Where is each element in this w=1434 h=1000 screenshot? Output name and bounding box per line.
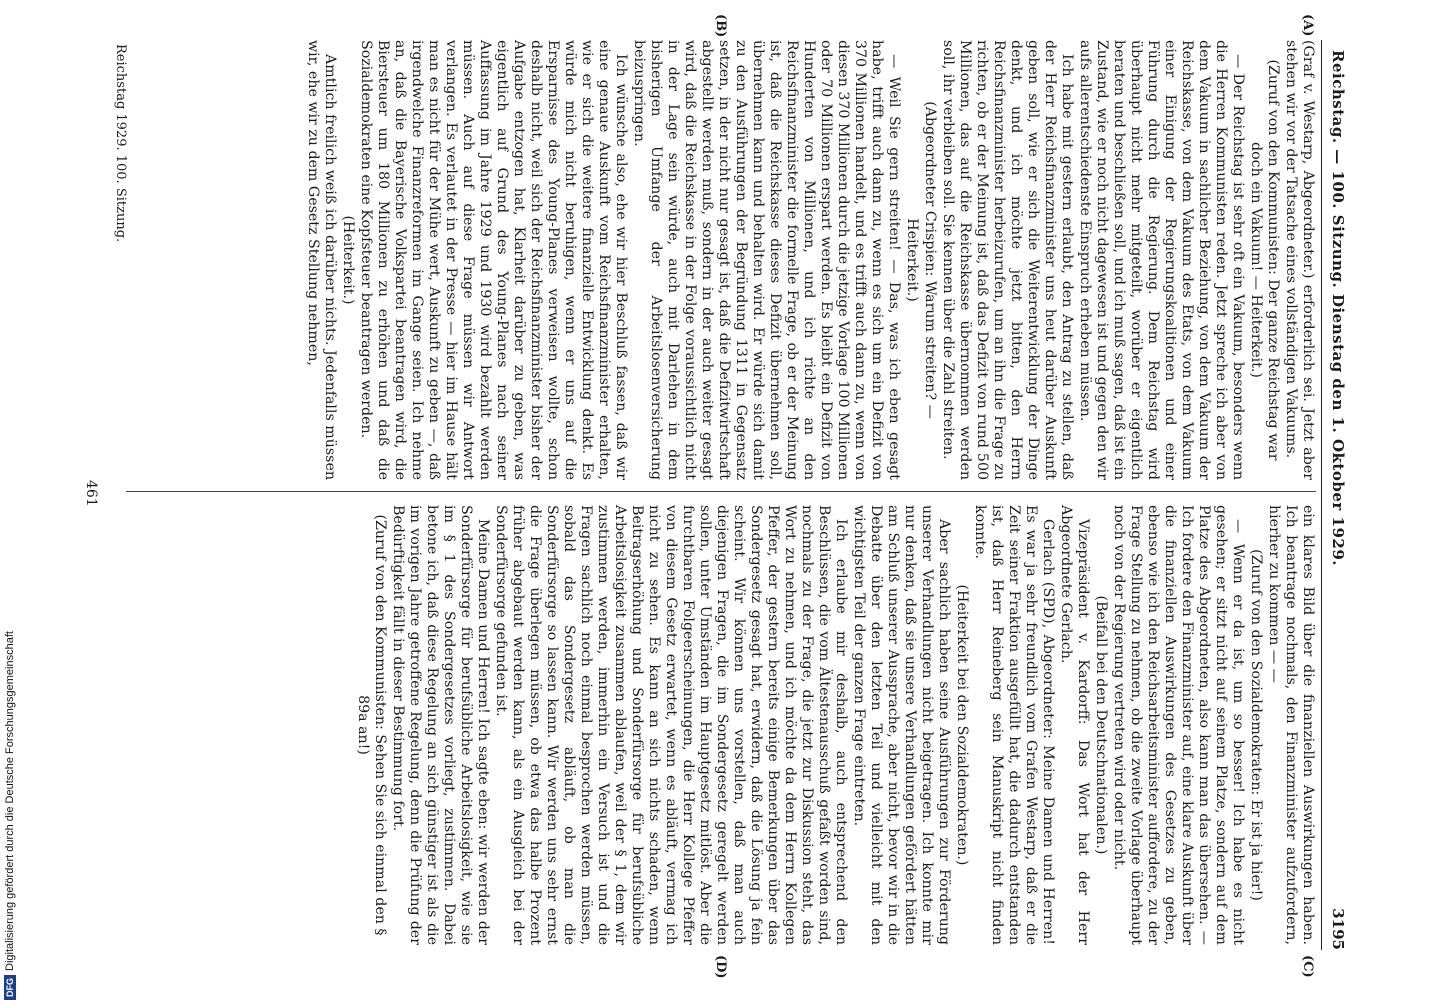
interjection: (Abgeordneter Crispien: Warum streiten? — xyxy=(922,101,938,419)
right-paragraph: Meine Damen und Herren! Ich sagte eben: wir werden der Sonderfürsorge für berufsübliche Arbeitslosigkeit, wie sie im § 1 des Sondergesetzes vorliegt, zustimmen. Dabei betone ich, daß diese Regelung an sich günstiger ist als die im vorigen Jahre getroffene Regelung, denn die Prüfung der Bedürftigkeit fällt in dieser Bestimmung fort. xyxy=(390,505,491,945)
left-column xyxy=(303,40,1316,480)
right-paragraph: ein klares Bild über die finanziellen Auswirkungen haben. Ich beantrage nochmals, den Finanzminister aufzufordern, hierher zu kommen — — xyxy=(1266,505,1316,945)
speaker-paragraph: Gerlach (SPD), Abgeordneter: Meine Damen und Herren! Es war ja sehr freundlich vom Grafen Westarp, daß er die Zeit seiner Fraktion ausgefüllt hat, die dadurch entstanden ist, daß Herr Reineberg sein Manuskript nicht finden konnte. xyxy=(972,505,1056,945)
left-paragraph: Amtlich freilich weiß ich darüber nichts. Jedenfalls müssen wir, ehe wir zu dem Gesetz Stellung nehmen, xyxy=(305,40,338,480)
interjection: Heiterkeit.) xyxy=(904,218,920,302)
header-rule xyxy=(1321,40,1322,950)
left-paragraph: — Der Reichstag ist sehr oft ein Vakuum, besonders wenn die Herren Kommunisten reden. Jetzt spreche ich aber von dem Vakuum in sachlicher Beziehung, von dem Vakuum der Reichskasse, von dem Vakuum des Etats, von dem Vakuum einer Einigung der Regierungskoalitionen und einer Führung durch die Regierung. Dem Reichstag wird überhaupt nicht mehr mitgeteilt, worüber er eigentlich beraten und beschließen soll, und ich muß sagen, daß ist ein Zustand, wie er noch nicht dagewesen ist und gegen den wir aufs allerentschiedenste Einspruch erheben müssen. xyxy=(1077,40,1246,480)
funding-text: Digitalisierung gefördert durch die Deutsche Forschungsgemeinschaft xyxy=(4,631,16,971)
funding-note xyxy=(4,0,22,1000)
left-paragraph: Ich wünsche also, ehe wir hier Beschluß fassen, daß wir eine genaue Auskunft vom Reichsfinanzminister erhalten, wie er sich die weitere finanzielle Entwicklung denkt. Es würde mich nicht beruhigen, wenn er uns auf die Ersparnisse des Young-Planes verweisen wollte, schon deshalb nicht, weil sich der Reichsfinanzminister bisher der Aufgabe entzogen hat, Klarheit darüber zu geben, was eigentlich auf Grund des Young-Planes nach seiner Auffassung im Jahre 1929 und 1930 wird bezahlt werden müssen. Auch auf diese Frage müssen wir Antwort verlangen. Es verlautet in der Presse — hier im Hause hält man es nicht für der Mühe wert, Auskunft zu geben —, daß irgendwelche Finanzreformen im Gange seien. Ich nehme an, daß die Bayerische Volkspartei beantragen wird, die Biersteuer um 180 Millionen zu erhöhen und daß die Sozialdemokraten eine Kopfsteuer beantragen werden. xyxy=(358,40,629,480)
speaker-paragraph: Vizepräsident v. Kardorff: Das Wort hat der Herr Abgeordnete Gerlach. xyxy=(1058,505,1091,945)
right-paragraph: Aber sachlich haben seine Ausführungen zur Förderung unserer Verhandlungen nicht beigetragen. Ich konnte mir nur denken, daß sie unsere Verhandlungen gefördert hätten am Schluß unserer Aussprache, aber nicht, bevor wir in die Debatte über den letzten Teil und vielleicht mit den wichtigsten Teil der ganzen Frage eintreten. xyxy=(851,505,952,945)
interjection: (Zuruf von den Sozialdemokraten: Er ist ja hier!) xyxy=(1248,549,1264,901)
interjection: (Beifall bei den Deutschnationalen.) xyxy=(1093,595,1109,855)
margin-mark-b: (B) xyxy=(713,14,728,38)
right-paragraph: Ich erlaube mir deshalb, auch entsprechend den Beschlüssen, die vom Ältestenausschuß gefaßt worden sind, nochmals zu der Frage, die jetzt zur Diskussion steht, das Wort zu nehmen, und ich möchte da dem Herrn Kollegen Pfeffer, der gestern bereits einige Bemerkungen über das Sondergesetz gesagt hat, erwidern, daß die Lösung ja fein scheint. Wir können uns vorstellen, daß man auch diejenigen Fragen, die im Sondergesetz geregelt werden sollen, unter Umständen im Hauptgesetz mitlöst. Aber die furchtbaren Folgeerscheinungen, die Herr Kollege Pfeffer von diesem Gesetz erwartet, wenn es abläuft, vermag ich nicht zu sehen. Es kann an sich nichts schaden, wenn Beitragserhöhung und Sonderfürsorge für berufsübliche Arbeitslosigkeit zusammen ablaufen, weil der § 1, dem wir zustimmen werden, immerhin ein Versuch ist und die Fragen sachlich noch einmal besprochen werden müssen, sobald das Sondergesetz abläuft, ob man die Sonderfürsorge so lassen kann. Wir werden uns sehr ernst die Frage überlegen müssen, ob etwa das halbe Prozent früher abgebaut werden kann, als ein Ausgleich bei der Sonderfürsorge gefunden ist. xyxy=(493,505,849,945)
session-note: Reichstag 1929. 100. Sitzung. xyxy=(113,44,128,243)
right-column xyxy=(353,505,1316,945)
folio-number: 461 xyxy=(83,480,99,507)
left-paragraph: Ich habe mit gestern erlaubt, den Antrag zu stellen, daß der Herr Reichsfinanzminister uns heut darüber Auskunft geben soll, wie er sich die Weiterentwicklung der Dinge denkt, und ich möchte jetzt bitten, den Herrn Reichsfinanzminister herbeizurufen, um an ihn die Frage zu richten, ob er der Meinung ist, daß das Defizit von rund 500 Millionen, das auf die Reichskasse übernommen werden soll, ihr verbleiben soll. Sie kennen über die Zahl streiten. xyxy=(940,40,1075,480)
left-paragraph: — Weil Sie gern streiten! — Das, was ich eben gesagt habe, trifft auch dann zu, wenn es sich um ein Defizit von 370 Millionen handelt, und es trifft auch dann zu, wenn von diesen 370 Millionen durch die jetzige Vorlage 100 Millionen oder 70 Millionen erspart werden. Es bleibt ein Defizit von Hunderten von Millionen, und ich richte an den Reichsfinanzminister die formelle Frage, ob er der Meinung ist, daß die Reichskasse dieses Defizit übernehmen soll, übernehmen kann und behalten wird. Er würde sich damit zu den Ausführungen der Begründung 1311 in Gegensatz setzen, in der nicht nur gesagt ist, daß die Defizitwirtschaft abgestellt werden muß, sondern in der auch weiter gesagt wird, daß die Reichskasse in der Folge voraussichtlich nicht in der Lage sein würde, auch mit Darlehen in dem bisherigen Umfange der Arbeitslosenversicherung beizuspringen. xyxy=(631,40,902,480)
margin-mark-d: (D) xyxy=(713,955,728,979)
left-paragraph: (Graf v. Westarp, Abgeordneter.) erforderlich sei. Jetzt aber stehen wir vor der Tatsache eines vollständigen Vakuums. xyxy=(1283,40,1316,480)
interjection: (Heiterkeit.) xyxy=(340,215,356,305)
margin-mark-a: (A) xyxy=(1300,14,1315,37)
page-number: 3195 xyxy=(1329,908,1347,950)
interjection: (Zuruf von den Kommunisten: Der ganze Reichstag war doch ein Vakuum! — Heiterkeit.) xyxy=(1248,59,1281,461)
running-header xyxy=(1324,40,1346,950)
column-rule xyxy=(126,491,1316,492)
header-title: Reichstag. — 100. Sitzung. Dienstag den 1. Oktober 1929. xyxy=(1329,50,1347,566)
dfg-logo: DFG xyxy=(4,975,16,1000)
margin-mark-c: (C) xyxy=(1300,955,1315,978)
interjection: (Heiterkeit bei den Sozialdemokraten.) xyxy=(954,584,970,866)
interjection: (Zuruf von den Kommunisten: Sehen Sie sich einmal den § 89a an!) xyxy=(355,514,388,936)
right-paragraph: — Wenn er da ist, um so besser! Ich habe es nicht gesehen; er sitzt nicht auf seinem Platze, sondern auf dem Platze des Abgeordneten, also kann man das übersehen. — Ich fordere den Finanzminister auf, eine klare Auskunft über die finanziellen Auswirkungen des Gesetzes zu geben, ebenso wie ich den Reichsarbeitsminister auffordere, zu der Frage Stellung zu nehmen, ob die zweite Vorlage überhaupt noch von der Regierung vertreten wird oder nicht. xyxy=(1111,505,1246,945)
